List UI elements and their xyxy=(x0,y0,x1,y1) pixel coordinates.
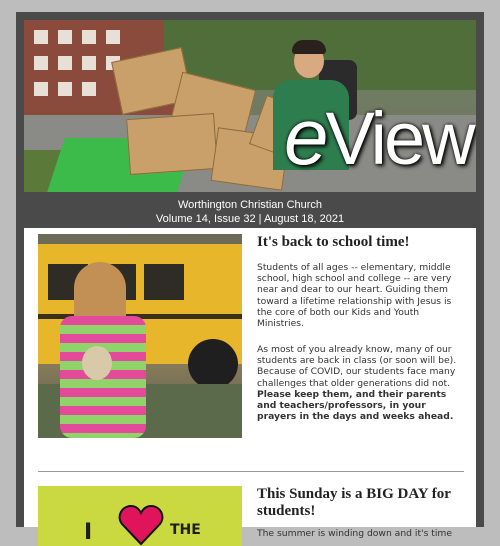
eview-logo: eView xyxy=(284,92,473,181)
hero-banner xyxy=(24,20,476,192)
masthead xyxy=(24,194,476,232)
org-name: Worthington Christian Church xyxy=(177,199,323,211)
issue-line: Volume 14, Issue 32 | August 18, 2021 xyxy=(155,213,345,225)
school-bus-photo[interactable] xyxy=(38,234,242,438)
heart-icon xyxy=(118,504,164,546)
article-back-to-school xyxy=(38,234,464,442)
article-big-day xyxy=(38,476,464,545)
thumb-letter: I xyxy=(84,520,93,545)
article-title[interactable]: This Sunday is a BIG DAY for students! xyxy=(257,486,451,519)
newsletter-frame xyxy=(16,12,484,545)
thumb-word: THE xyxy=(170,522,201,538)
divider xyxy=(38,471,464,472)
article-paragraph: Students of all ages -- elementary, middle school, high school and college -- are very near and dear to our heart. Guiding them toward a lifetime relationship with Jesus is the core of both our Kids and Youth Ministries. xyxy=(257,262,452,330)
content-area xyxy=(24,228,476,545)
article-paragraph: The summer is winding down and it's time xyxy=(257,528,453,539)
i-love-thumbnail[interactable] xyxy=(38,486,242,546)
article-paragraph: As most of you already know, many of our students are back in class (or soon will be). Because of COVID, our students face many challenges that older generations did not. Please keep them, and their parents and teachers/professors, in your prayers in the days and weeks ahead. xyxy=(257,344,457,423)
cardboard-box xyxy=(126,113,218,175)
article-title[interactable]: It's back to school time! xyxy=(257,234,410,250)
